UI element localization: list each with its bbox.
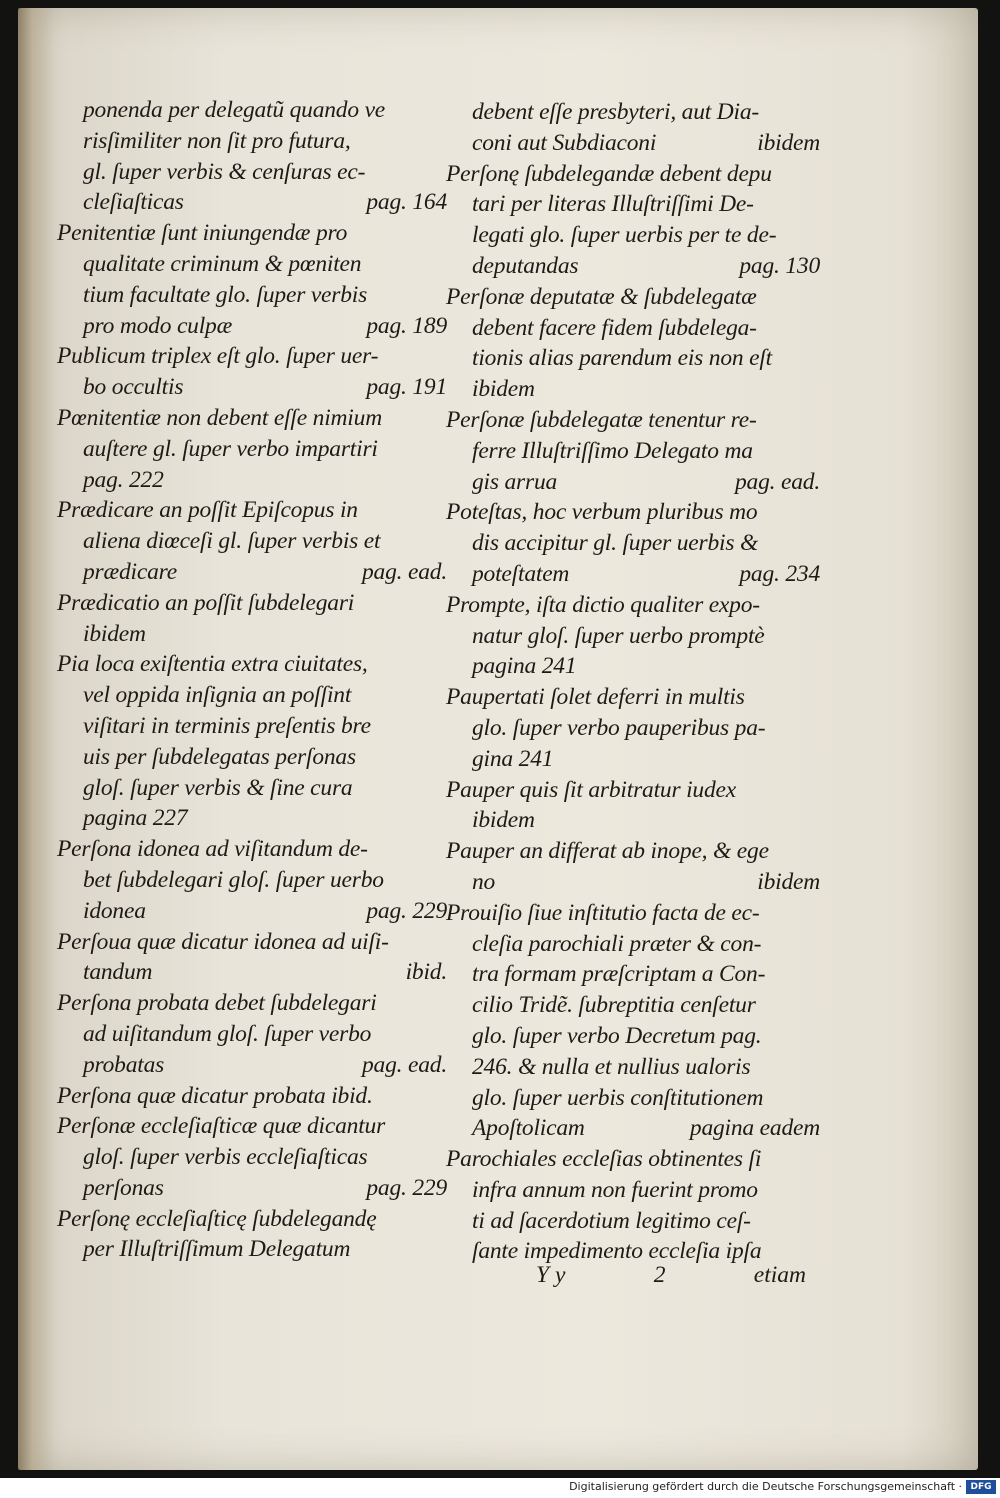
index-line-text: gloſ. ſuper verbis & ſine cura xyxy=(83,774,353,801)
page-reference: pag. ead. xyxy=(361,558,447,585)
index-line-text: pro modo culpæ xyxy=(83,312,233,339)
index-line-text: uis per ſubdelegatas perſonas xyxy=(83,743,356,770)
index-line xyxy=(57,341,447,372)
index-line-text: Prompte, iſta dictio qualiter expo- xyxy=(446,591,760,618)
index-line-text: Apoſtolicam xyxy=(472,1115,585,1142)
index-line xyxy=(57,126,447,157)
index-line-text: infra annum non fuerint promo xyxy=(472,1176,758,1203)
index-line xyxy=(446,559,820,590)
index-line xyxy=(446,405,820,436)
index-line xyxy=(57,1142,447,1173)
index-line-text: Pauper quis ſit arbitratur iudex xyxy=(446,776,736,803)
index-line xyxy=(57,742,447,773)
index-line xyxy=(57,588,447,619)
index-line xyxy=(57,1204,447,1235)
index-line-text: no xyxy=(472,868,496,895)
index-line-text: gina 241 xyxy=(472,745,554,772)
page-reference: pag. 130 xyxy=(739,252,820,279)
credit-bar xyxy=(0,1478,1000,1498)
index-line-text: risſimiliter non ſit pro futura, xyxy=(83,127,351,154)
index-line-text: Parochiales eccleſias obtinentes ſi xyxy=(446,1146,762,1173)
index-line xyxy=(57,927,447,958)
signature-mark: Y y xyxy=(536,1262,566,1288)
index-line xyxy=(57,680,447,711)
index-line xyxy=(57,311,447,342)
index-line-text: Perſonæ eccleſiaſticæ quæ dicantur xyxy=(57,1113,386,1140)
index-line-text: debent eſſe presbyteri, aut Dia- xyxy=(472,99,760,125)
index-line xyxy=(446,744,820,775)
index-line-text: Perſona probata debet ſubdelegari xyxy=(57,990,377,1017)
index-line xyxy=(446,282,820,313)
index-line-text: ibidem xyxy=(472,807,535,834)
index-line-text: ibidem xyxy=(472,376,535,403)
page-reference: ibidem xyxy=(757,129,820,156)
catchword: etiam xyxy=(753,1262,806,1288)
index-line xyxy=(57,711,447,742)
index-line-text: Perſonę ſubdelegandæ debent depu xyxy=(446,160,772,187)
index-line xyxy=(446,467,820,498)
index-line xyxy=(446,867,820,898)
index-line xyxy=(446,836,820,867)
index-line-text: coni aut Subdiaconi xyxy=(472,129,657,156)
index-line xyxy=(446,682,820,713)
index-line xyxy=(446,251,820,282)
index-line xyxy=(57,495,447,526)
page-footer xyxy=(536,1262,806,1289)
index-line-text: Penitentiæ ſunt iniungendæ pro xyxy=(57,220,348,247)
index-line-text: idonea xyxy=(83,897,146,924)
index-line xyxy=(446,220,820,251)
index-line xyxy=(57,95,447,126)
index-line xyxy=(446,528,820,559)
index-line-text: Pœnitentiæ non debent eſſe nimium xyxy=(57,404,382,431)
index-line xyxy=(57,1081,447,1112)
index-line xyxy=(57,988,447,1019)
page-reference: pag. 229 xyxy=(366,1174,447,1201)
index-line-text: aliena diœceſi gl. ſuper verbis et xyxy=(83,528,381,555)
index-line-text: tium facultate glo. ſuper verbis xyxy=(83,281,368,308)
index-line-text: Publicum triplex eſt glo. ſuper uer- xyxy=(57,343,379,370)
index-line-text: 246. & nulla et nullius ualoris xyxy=(472,1053,751,1080)
index-line xyxy=(446,343,820,374)
index-line-text: Pia loca exiſtentia extra ciuitates, xyxy=(57,651,368,678)
index-line xyxy=(446,959,820,990)
index-line xyxy=(446,805,820,836)
index-line-text: Perſonæ deputatæ & ſubdelegatæ xyxy=(446,283,757,310)
index-line xyxy=(57,157,447,188)
index-line xyxy=(57,619,447,650)
index-line-text: prædicare xyxy=(83,558,177,585)
index-line-text: ſante impedimento eccleſia ipſa xyxy=(472,1238,762,1265)
index-line-text: Pauper an differat ab inope, & ege xyxy=(446,838,769,865)
index-line-text: Prouiſio ſiue inſtitutio facta de ec- xyxy=(446,899,760,926)
index-line-text: perſonas xyxy=(83,1174,164,1201)
index-line-text: tari per literas Illuſtriſſimi De- xyxy=(472,191,754,218)
index-line-text: glo. ſuper uerbis conſtitutionem xyxy=(472,1084,764,1111)
index-line xyxy=(57,249,447,280)
index-line-text: gloſ. ſuper verbis eccleſiaſticas xyxy=(83,1144,368,1171)
funding-credit: Digitalisierung gefördert durch die Deutsche Forschungsgemeinschaft · xyxy=(569,1480,962,1493)
index-line xyxy=(446,590,820,621)
index-line xyxy=(57,434,447,465)
index-column-right xyxy=(446,97,820,1267)
index-line xyxy=(446,128,820,159)
index-line-text: Poteſtas, hoc verbum pluribus mo xyxy=(446,499,758,526)
index-line-text: Perſona idonea ad viſitandum de- xyxy=(57,836,368,863)
page-reference: pag. 189 xyxy=(366,312,447,339)
index-line xyxy=(446,621,820,652)
index-line xyxy=(57,187,447,218)
index-line-text: tra formam præſcriptam a Con- xyxy=(472,961,766,988)
page-reference: ibid. xyxy=(405,959,447,986)
index-line-text: poteſtatem xyxy=(472,560,570,587)
index-line-text: vel oppida inſignia an poſſint xyxy=(83,682,352,709)
page-reference: pag. 164 xyxy=(366,189,447,216)
index-line xyxy=(446,713,820,744)
index-line-text: Perſonę eccleſiaſticę ſubdelegandę xyxy=(57,1205,377,1232)
index-line xyxy=(57,465,447,496)
index-line xyxy=(446,929,820,960)
index-line xyxy=(446,1021,820,1052)
index-column-left xyxy=(57,95,447,1265)
index-line xyxy=(57,403,447,434)
index-line xyxy=(446,1206,820,1237)
index-line xyxy=(446,1175,820,1206)
index-line-text: debent facere fidem ſubdelega- xyxy=(472,314,757,341)
index-line xyxy=(446,1113,820,1144)
index-line xyxy=(446,651,820,682)
index-line-text: probatas xyxy=(83,1051,165,1078)
index-line xyxy=(57,218,447,249)
index-line xyxy=(57,773,447,804)
index-line-text: qualitate criminum & pœniten xyxy=(83,250,362,277)
index-line xyxy=(57,1234,447,1265)
page-reference: pag. 234 xyxy=(739,560,820,587)
index-line-text: gis arrua xyxy=(472,468,558,495)
index-line-text: auſtere gl. ſuper verbo impartiri xyxy=(83,435,378,462)
index-line xyxy=(57,649,447,680)
index-line-text: cleſiaſticas xyxy=(83,189,184,216)
index-line-text: pagina 227 xyxy=(83,805,188,832)
index-line-text: ferre Illuſtriſſimo Delegato ma xyxy=(472,437,753,464)
signature-number: 2 xyxy=(653,1262,666,1288)
index-line-text: legati glo. ſuper uerbis per te de- xyxy=(472,222,777,249)
index-line-text: glo. ſuper verbo pauperibus pa- xyxy=(472,714,766,741)
index-line xyxy=(57,803,447,834)
page-reference: pag. 229 xyxy=(366,897,447,924)
index-line xyxy=(57,865,447,896)
index-line-text: per Illuſtriſſimum Delegatum xyxy=(83,1236,351,1263)
index-line xyxy=(446,313,820,344)
index-line-text: ponenda per delegatũ quando ve xyxy=(83,97,386,123)
index-line xyxy=(446,775,820,806)
index-line-text: ad uiſitandum gloſ. ſuper verbo xyxy=(83,1020,372,1047)
page-gutter-shadow xyxy=(18,8,54,1470)
index-line xyxy=(57,372,447,403)
index-line-text: natur gloſ. ſuper uerbo promptè xyxy=(472,622,765,649)
index-line-text: Paupertati ſolet deferri in multis xyxy=(446,684,745,711)
page-reference: ibidem xyxy=(757,868,820,895)
page-reference: pag. ead. xyxy=(734,468,820,495)
index-line-text: pagina 241 xyxy=(472,653,577,680)
index-line xyxy=(446,990,820,1021)
index-line-text: ti ad ſacerdotium legitimo ceſ- xyxy=(472,1207,751,1234)
index-line xyxy=(446,436,820,467)
index-line-text: gl. ſuper verbis & cenſuras ec- xyxy=(83,158,366,185)
index-line-text: tandum xyxy=(83,959,153,986)
index-line xyxy=(57,957,447,988)
index-line-text: deputandas xyxy=(472,252,579,279)
index-line-text: Prædicare an poſſit Epiſcopus in xyxy=(57,497,358,524)
index-line xyxy=(446,1052,820,1083)
index-line-text: Perſonæ ſubdelegatæ tenentur re- xyxy=(446,406,757,433)
index-line xyxy=(57,834,447,865)
index-line xyxy=(446,97,820,128)
index-line-text: dis accipitur gl. ſuper uerbis & xyxy=(472,530,759,557)
index-line-text: bet ſubdelegari gloſ. ſuper uerbo xyxy=(83,866,384,893)
index-line-text: Perſoua quæ dicatur idonea ad uiſi- xyxy=(57,928,389,955)
index-line-text: ibidem xyxy=(83,620,146,647)
index-line xyxy=(446,374,820,405)
index-line-text: tionis alias parendum eis non eſt xyxy=(472,345,772,372)
page-reference: pag. ead. xyxy=(361,1051,447,1078)
index-line-text: viſitari in terminis preſentis bre xyxy=(83,712,371,739)
page-reference: pag. 191 xyxy=(366,374,447,401)
index-line-text: Perſona quæ dicatur probata ibid. xyxy=(57,1082,373,1109)
page-reference: pagina eadem xyxy=(689,1115,820,1142)
index-line xyxy=(446,159,820,190)
index-line-text: cilio Tridẽ. ſubreptitia cenſetur xyxy=(472,992,756,1019)
index-line-text: glo. ſuper verbo Decretum pag. xyxy=(472,1022,762,1049)
index-line-text: bo occultis xyxy=(83,374,184,401)
index-line xyxy=(57,1173,447,1204)
index-line-text: pag. 222 xyxy=(83,466,164,493)
index-line xyxy=(57,896,447,927)
dfg-logo: DFG xyxy=(966,1480,996,1494)
index-line xyxy=(57,557,447,588)
index-line-text: Prædicatio an poſſit ſubdelegari xyxy=(57,589,355,616)
index-line xyxy=(57,1111,447,1142)
index-line xyxy=(446,1083,820,1114)
index-line xyxy=(57,1050,447,1081)
index-line xyxy=(57,280,447,311)
index-line xyxy=(446,1144,820,1175)
index-line-text: cleſia parochiali præter & con- xyxy=(472,930,762,957)
index-line xyxy=(57,1019,447,1050)
index-line xyxy=(446,898,820,929)
index-line xyxy=(446,189,820,220)
index-line xyxy=(57,526,447,557)
index-line xyxy=(446,497,820,528)
